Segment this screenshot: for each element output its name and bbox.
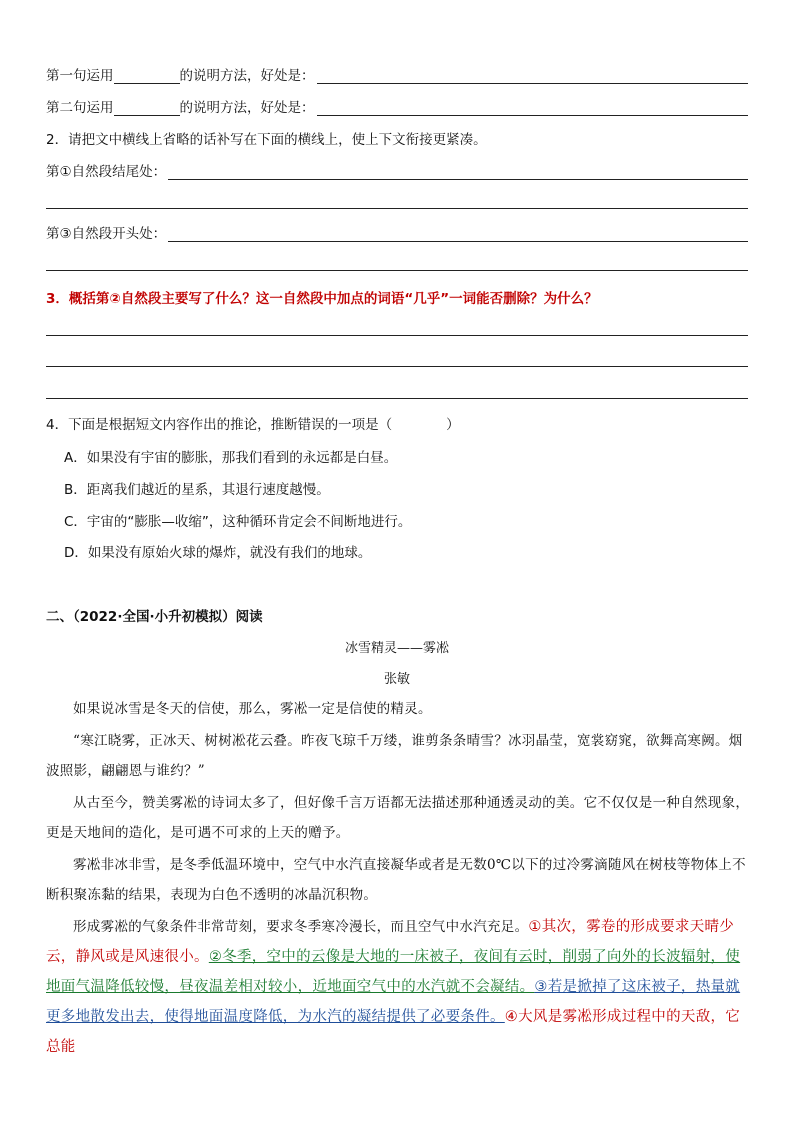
answer-line[interactable]: [46, 366, 748, 367]
answer-line[interactable]: [46, 335, 748, 336]
q4-option-a[interactable]: A．如果没有宇宙的膨胀，那我们看到的永远都是白昼。: [64, 450, 398, 466]
highlight-sentence-1: ①其次，雾卷的形成要求天晴少云，静风或是风速很小。: [46, 919, 735, 965]
q4-option-b[interactable]: B．距离我们越近的星系，其退行速度越慢。: [64, 482, 330, 498]
article-paragraph-4: 雾凇非冰非雪，是冬季低温环境中，空气中水汽直接凝华或者是无数0℃以下的过冷雾滴随风在树枝等物体上不断积聚冻黏的结果，表现为白色不透明的冰晶沉积物。: [46, 857, 746, 903]
q2-prompt: 2．请把文中横线上省略的话补写在下面的横线上，使上下文衔接更紧凑。: [46, 132, 487, 148]
q2-para3-row: [46, 222, 748, 242]
paragraph5-text: 形成雾凇的气象条件非常苛刻，要求冬季寒冷漫长，而且空气中水汽充足。: [73, 919, 529, 935]
q2-para1-row: [46, 160, 748, 180]
article-paragraph-5: [46, 912, 750, 1062]
answer-blank[interactable]: [114, 69, 180, 84]
highlight-sentence-2: ②冬季，空中的云像是大地的一床被子，夜间有云时，削弱了向外的长波辐射，使地面气温降低较慢，昼夜温差相对较小，近地面空气中的水汽就不会凝结。: [46, 949, 741, 995]
q2-para1-label: 第①自然段结尾处：: [46, 164, 167, 180]
article-title: 冰雪精灵——雾凇: [344, 641, 449, 656]
answer-line[interactable]: [168, 227, 748, 242]
answer-blank[interactable]: [114, 101, 180, 116]
article-paragraph-1: 如果说冰雪是冬天的信使，那么，雾凇一定是信使的精灵。: [73, 701, 432, 717]
section-heading: 二、（2022·全国·小升初模拟）阅读: [46, 609, 263, 625]
answer-line[interactable]: [46, 270, 748, 271]
q1-line1-prefix: 第一句运用: [46, 68, 114, 84]
answer-line[interactable]: [46, 208, 748, 209]
answer-line[interactable]: [168, 165, 748, 180]
answer-line[interactable]: [46, 398, 748, 399]
q1-line1-suffix: 的说明方法，好处是：: [179, 68, 315, 84]
q4-option-d[interactable]: D．如果没有原始火球的爆炸，就没有我们的地球。: [64, 545, 372, 561]
article-author: 张敏: [383, 672, 410, 687]
q3-prompt: 3．概括第②自然段主要写了什么？这一自然段中加点的词语“几乎”一词能否删除？为什么？: [46, 291, 598, 307]
answer-line[interactable]: [317, 101, 749, 116]
highlight-sentence-3: ③若是掀掉了这床被子，热量就更多地散发出去，使得地面温度降低，为水汽的凝结提供了必要条件。: [46, 979, 741, 1025]
highlight-sentence-4: ④大风是雾凇形成过程中的天敌，它总能: [46, 1009, 741, 1055]
article-paragraph-2: “寒江晓雾，正冰天、树树凇花云叠。昨夜飞琼千万缕，谁剪条条晴雪？冰羽晶莹，宽裳窈窕，欲舞高寒阙。烟波照影，翩翩恩与谁约？”: [46, 733, 743, 779]
q4-prompt: 4．下面是根据短文内容作出的推论，推断错误的一项是（ ）: [46, 417, 460, 433]
q1-line2-prefix: 第二句运用: [46, 100, 114, 116]
q2-para3-label: 第③自然段开头处：: [46, 226, 167, 242]
q4-option-c[interactable]: C．宇宙的“膨胀—收缩”，这种循环肯定会不间断地进行。: [64, 514, 412, 530]
q1-line2-suffix: 的说明方法，好处是：: [179, 100, 315, 116]
q1-line-2: [46, 96, 748, 116]
article-paragraph-3: 从古至今，赞美雾凇的诗词太多了，但好像千言万语都无法描述那种通透灵动的美。它不仅仅是一种自然现象，更是天地间的造化，是可遇不可求的上天的赠予。: [46, 795, 750, 841]
answer-line[interactable]: [317, 69, 749, 84]
q1-line-1: [46, 64, 748, 84]
